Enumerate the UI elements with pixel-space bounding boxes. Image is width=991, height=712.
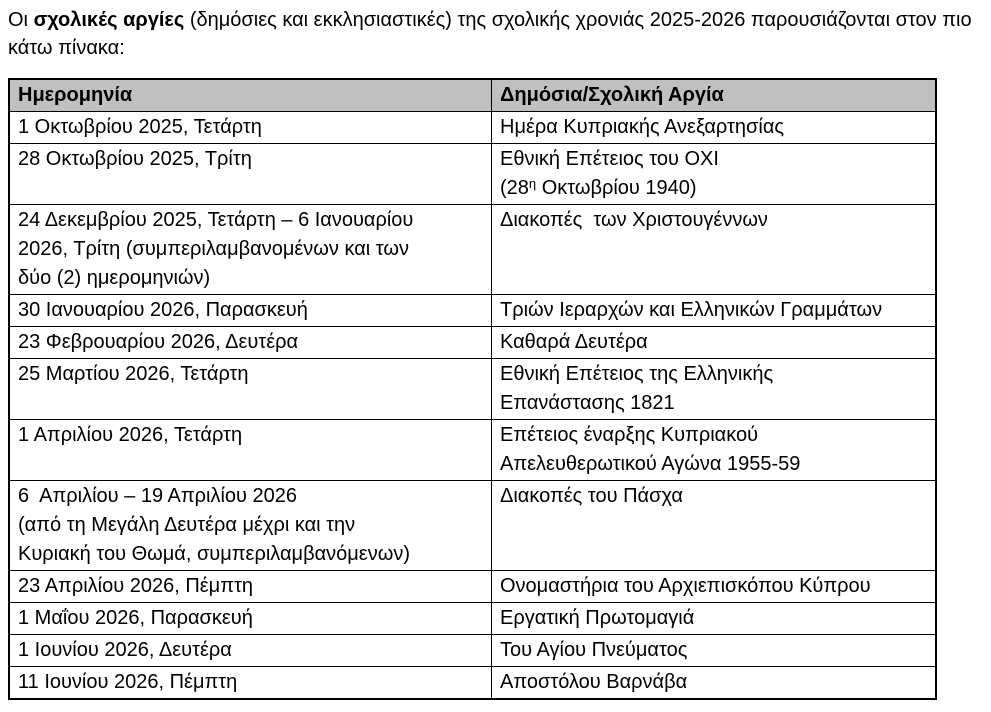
holiday-cell bbox=[492, 603, 937, 635]
intro-paragraph bbox=[8, 6, 975, 62]
cell-line: Απελευθερωτικού Αγώνα 1955-59 bbox=[500, 453, 801, 475]
table-row bbox=[9, 635, 936, 667]
date-cell bbox=[9, 205, 492, 295]
cell-line: Τριών Ιεραρχών και Ελληνικών Γραμμάτων bbox=[500, 299, 883, 321]
cell-line: 23 Φεβρουαρίου 2026, Δευτέρα bbox=[18, 331, 299, 353]
table-row bbox=[9, 327, 936, 359]
holiday-cell bbox=[492, 295, 937, 327]
holiday-cell bbox=[492, 571, 937, 603]
cell-line: 2026, Τρίτη (συμπεριλαμβανομένων και των bbox=[18, 238, 409, 260]
table-row bbox=[9, 359, 936, 420]
cell-line: Ονομαστήρια του Αρχιεπισκόπου Κύπρου bbox=[500, 575, 871, 597]
ordinal-superscript: η bbox=[528, 176, 537, 191]
holidays-table bbox=[8, 78, 937, 700]
cell-line: δύο (2) ημερομηνιών) bbox=[18, 267, 211, 289]
table-row bbox=[9, 571, 936, 603]
header-cell-date: Ημερομηνία bbox=[9, 79, 492, 112]
ordinal-pre: (28 bbox=[500, 177, 529, 199]
intro-text-end: (δημόσιες και εκκλησιαστικές) της σχολικής χρονιάς 2025-2026 παρουσιάζονται στον πιο κάτω πίνακα: bbox=[8, 9, 972, 59]
date-cell bbox=[9, 144, 492, 205]
cell-line: 28 Οκτωβρίου 2025, Τρίτη bbox=[18, 148, 252, 170]
date-cell bbox=[9, 667, 492, 700]
cell-line: Εθνική Επέτειος του ΟΧΙ bbox=[500, 148, 719, 170]
date-cell bbox=[9, 327, 492, 359]
cell-line: 23 Απριλίου 2026, Πέμπτη bbox=[18, 575, 254, 597]
cell-line: Εργατική Πρωτομαγιά bbox=[500, 607, 695, 629]
holiday-cell bbox=[492, 481, 937, 571]
intro-bold-phrase: σχολικές αργίες bbox=[33, 9, 185, 31]
cell-line: Εθνική Επέτειος της Ελληνικής bbox=[500, 363, 774, 385]
cell-line: Του Αγίου Πνεύματος bbox=[500, 639, 688, 661]
date-cell bbox=[9, 420, 492, 481]
date-cell bbox=[9, 571, 492, 603]
holiday-cell bbox=[492, 144, 937, 205]
cell-line: Κυριακή του Θωμά, συμπεριλαμβανόμενων) bbox=[18, 543, 410, 565]
cell-line: 1 Οκτωβρίου 2025, Τετάρτη bbox=[18, 116, 262, 138]
cell-line: Επανάστασης 1821 bbox=[500, 392, 675, 414]
table-row bbox=[9, 112, 936, 144]
table-row bbox=[9, 667, 936, 700]
cell-line: 25 Μαρτίου 2026, Τετάρτη bbox=[18, 363, 249, 385]
table-row bbox=[9, 144, 936, 205]
date-cell bbox=[9, 481, 492, 571]
date-cell bbox=[9, 635, 492, 667]
cell-line: 1 Ιουνίου 2026, Δευτέρα bbox=[18, 639, 232, 661]
cell-line bbox=[500, 174, 929, 203]
ordinal-post: Οκτωβρίου 1940) bbox=[536, 177, 697, 199]
table-row bbox=[9, 205, 936, 295]
cell-line: Καθαρά Δευτέρα bbox=[500, 331, 648, 353]
date-cell bbox=[9, 603, 492, 635]
cell-line: Επέτειος έναρξης Κυπριακού bbox=[500, 424, 759, 446]
cell-line: (από τη Μεγάλη Δευτέρα μέχρι και την bbox=[18, 514, 356, 536]
header-cell-holiday: Δημόσια/Σχολική Αργία bbox=[492, 79, 937, 112]
holiday-cell bbox=[492, 420, 937, 481]
cell-line: Ημέρα Κυπριακής Ανεξαρτησίας bbox=[500, 116, 785, 138]
holiday-cell bbox=[492, 635, 937, 667]
holiday-cell bbox=[492, 667, 937, 700]
holiday-cell bbox=[492, 205, 937, 295]
holiday-cell bbox=[492, 359, 937, 420]
cell-line: 1 Απριλίου 2026, Τετάρτη bbox=[18, 424, 243, 446]
date-cell bbox=[9, 295, 492, 327]
table-row bbox=[9, 295, 936, 327]
cell-line: 30 Ιανουαρίου 2026, Παρασκευή bbox=[18, 299, 308, 321]
cell-line: 1 Μαΐου 2026, Παρασκευή bbox=[18, 607, 253, 629]
cell-line: 24 Δεκεμβρίου 2025, Τετάρτη – 6 Ιανουαρίου bbox=[18, 209, 414, 231]
table-header-row bbox=[9, 79, 936, 112]
holiday-cell bbox=[492, 112, 937, 144]
holiday-cell bbox=[492, 327, 937, 359]
date-cell bbox=[9, 112, 492, 144]
cell-line: Διακοπές των Χριστουγέννων bbox=[500, 209, 768, 231]
cell-line: Διακοπές του Πάσχα bbox=[500, 485, 683, 507]
cell-line: 6 Απριλίου – 19 Απριλίου 2026 bbox=[18, 485, 298, 507]
cell-line: Αποστόλου Βαρνάβα bbox=[500, 671, 688, 693]
intro-text-start: Οι bbox=[8, 9, 34, 31]
table-row bbox=[9, 603, 936, 635]
date-cell bbox=[9, 359, 492, 420]
cell-line: 11 Ιουνίου 2026, Πέμπτη bbox=[18, 671, 238, 693]
table-row bbox=[9, 420, 936, 481]
table-row bbox=[9, 481, 936, 571]
